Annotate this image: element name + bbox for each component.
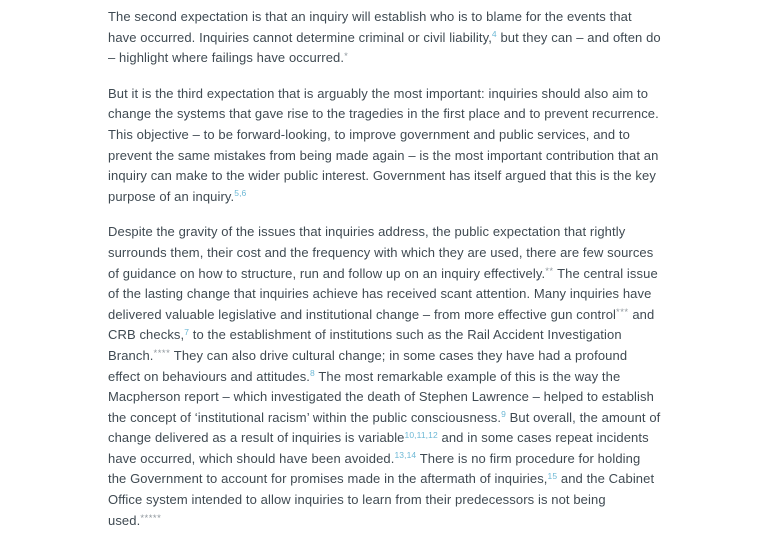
paragraph-guidance-and-lasting-change xyxy=(108,222,661,531)
footnote-symbol: *** xyxy=(616,307,629,319)
body-text: They can also drive cultural change; in some cases they have had a profound effect on behaviours and attitudes. xyxy=(108,347,628,384)
paragraph-second-expectation xyxy=(108,7,661,69)
body-text: to the establishment of institutions such as the Rail Accident Investigation Branch. xyxy=(108,327,622,363)
footnote-reference: 8 xyxy=(310,368,315,378)
body-text: but they can – and often do – highlight where failings have occurred. xyxy=(108,29,661,66)
footnote-symbol: ** xyxy=(545,266,554,278)
body-text: There is no firm procedure for holding the Government to account for promises made in the aftermath of inquiries, xyxy=(108,450,641,487)
footnote-reference: 4 xyxy=(491,29,497,40)
body-text: and CRB checks, xyxy=(108,306,655,343)
footnote-reference: 7 xyxy=(184,326,190,337)
footnote-reference: 5,6 xyxy=(234,188,247,199)
document-body xyxy=(108,7,661,531)
footnote-symbol: * xyxy=(344,50,349,62)
body-text: Despite the gravity of the issues that inquiries address, the public expectation that rightly surrounds them, their cost and the frequency with which they are used, there are few sources of guidance on how to structure, run and follow up on an inquiry effectively. xyxy=(108,224,654,281)
body-text: and in some cases repeat incidents have occurred, which should have been avoided. xyxy=(108,430,649,466)
paragraph-third-expectation xyxy=(108,84,661,208)
body-text: The central issue of the lasting change that inquiries achieve has received scant attention. Many inquiries have delivered valuable legislative and institutional change – from more effective gun control xyxy=(108,265,658,322)
footnote-reference: 15 xyxy=(547,470,558,481)
body-text: But it is the third expectation that is arguably the most important: inquiries should also aim to change the systems that gave rise to the tragedies in the first place and to prevent recurrence. This objective – to be forward-looking, to improve government and public services, and to prevent the same mistakes from being made again – is the most important contribution that an inquiry can make to the wider public interest. Government has itself argued that this is the key purpose of an inquiry. xyxy=(108,85,659,204)
body-text: The most remarkable example of this is the way the Macpherson report – which investigated the death of Stephen Lawrence – helped to establish the concept of ‘institutional racism’ within the public consciousness. xyxy=(108,368,654,425)
footnote-symbol: **** xyxy=(153,348,171,360)
footnote-symbol: ***** xyxy=(140,513,162,525)
body-text: But overall, the amount of change delivered as a result of inquiries is variable xyxy=(108,409,661,446)
footnote-reference: 9 xyxy=(501,409,506,420)
body-text: and the Cabinet Office system intended to allow inquiries to learn from their predecessors is not being used. xyxy=(108,471,655,528)
footnote-reference: 13,14 xyxy=(394,450,417,461)
footnote-reference: 10,11,12 xyxy=(404,429,438,440)
body-text: The second expectation is that an inquiry will establish who is to blame for the events that have occurred. Inquiries cannot determine criminal or civil liability, xyxy=(108,9,632,45)
